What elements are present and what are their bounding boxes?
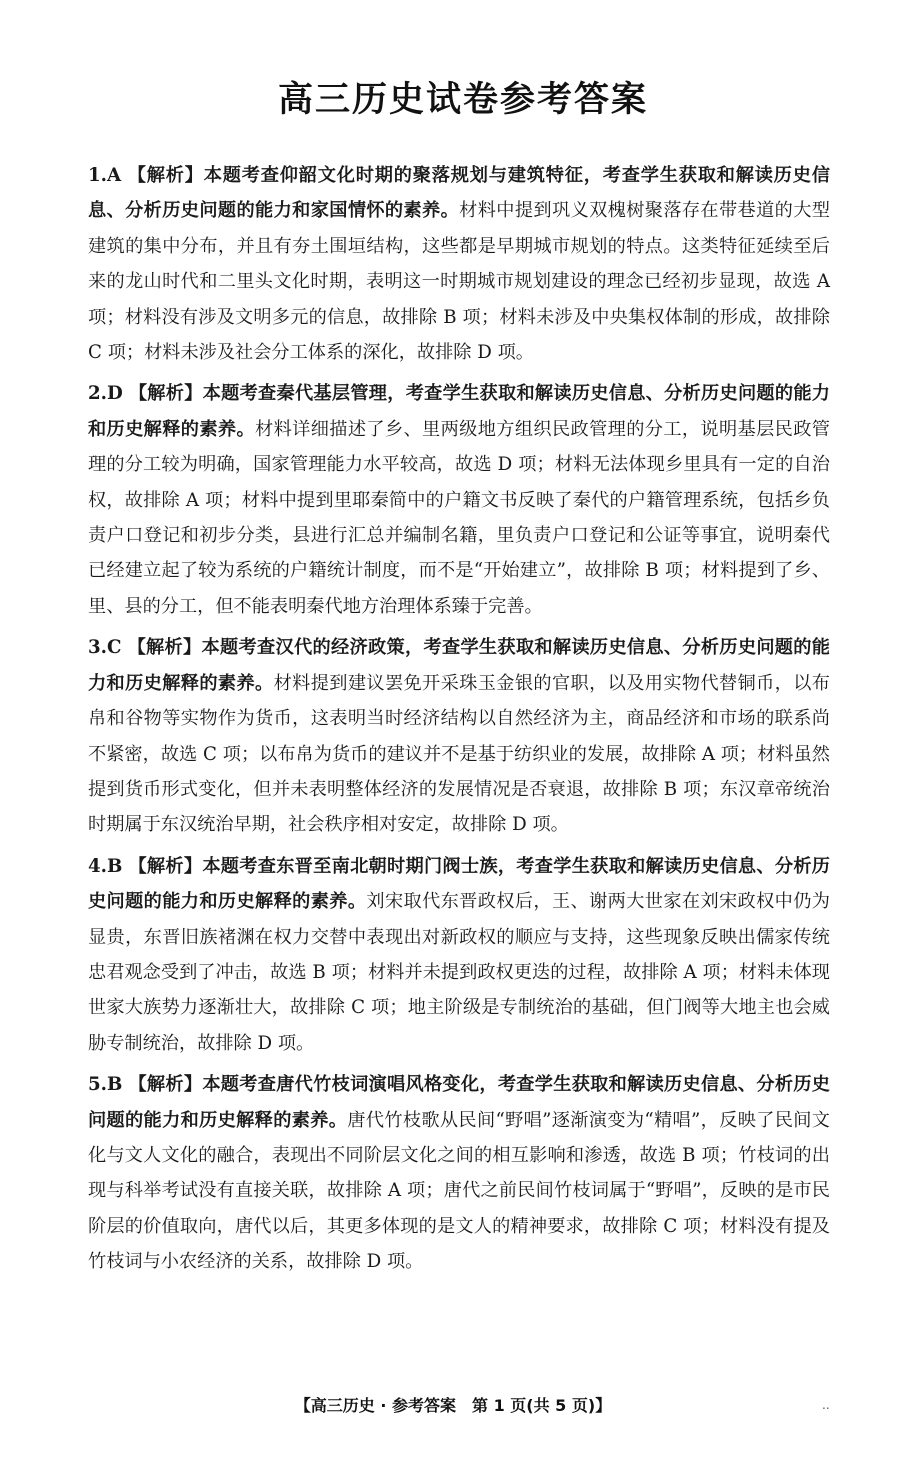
answer-list [88, 158, 830, 1280]
answer-lead: 本题考查汉代的经济政策，考查学生获取和解读历史信息、分析历史问题的能力和历史解释的素养。 [88, 637, 830, 694]
answer-lead: 本题考查秦代基层管理，考查学生获取和解读历史信息、分析历史问题的能力和历史解释的素养。 [88, 383, 830, 440]
answer-item [88, 376, 830, 624]
answer-lead: 本题考查仰韶文化时期的聚落规划与建筑特征，考查学生获取和解读历史信息、分析历史问题的能力和家国情怀的素养。 [88, 165, 830, 222]
answer-item [88, 158, 830, 370]
answer-lead: 本题考查东晋至南北朝时期门阀士族，考查学生获取和解读历史信息、分析历史问题的能力和历史解释的素养。 [88, 855, 830, 913]
answer-item [88, 1067, 830, 1279]
answer-body: 材料提到建议罢免开采珠玉金银的官职，以及用实物代替铜币，以布帛和谷物等实物作为货币，这表明当时经济结构以自然经济为主，商品经济和市场的联系尚不紧密，故选 C 项；以布帛为货币的建议并不是基于纺织业的发展，故排除 A 项；材料虽然提到货币形式变化，但并未表明整体经济的发展情况是否衰退，故排除 B 项；东汉章帝统治时期属于东汉统治早期，社会秩序相对安定，故排除 D 项。 [88, 672, 830, 836]
analysis-tag: 【解析】 [127, 637, 202, 659]
answer-body: 唐代竹枝歌从民间“野唱”逐渐演变为“精唱”，反映了民间文化与文人文化的融合，表现出不同阶层文化之间的相互影响和渗透，故选 B 项；竹枝词的出现与科举考试没有直接关联，故排除 A 项；唐代之前民间竹枝词属于“野唱”，反映的是市民阶层的价值取向，唐代以后，其更多体现的是文人的精神要求，故排除 C 项；材料没有提及竹枝词与小农经济的关系，故排除 D 项。 [88, 1109, 830, 1273]
answer-body: 刘宋取代东晋政权后，王、谢两大世家在刘宋政权中仍为显贵，东晋旧族褚渊在权力交替中表现出对新政权的顺应与支持，这些现象反映出儒家传统忠君观念受到了冲击，故选 B 项；材料并未提到政权更迭的过程，故排除 A 项；材料未体现世家大族势力逐渐壮大，故排除 C 项；地主阶级是专制统治的基础，但门阀等大地主也会威胁专制统治，故排除 D 项。 [88, 891, 830, 1054]
answer-lead: 本题考查唐代竹枝词演唱风格变化，考查学生获取和解读历史信息、分析历史问题的能力和历史解释的素养。 [88, 1074, 830, 1131]
answer-number: 5.B [88, 1074, 123, 1096]
page-footer: 【高三历史 · 参考答案 第 1 页(共 5 页)】 [294, 1396, 612, 1415]
answer-number: 3.C [88, 637, 122, 659]
corner-mark: .. [822, 1398, 830, 1412]
analysis-tag: 【解析】 [128, 383, 203, 405]
answer-number: 2.D [88, 383, 123, 405]
answer-number: 1.A [88, 165, 122, 186]
answer-body: 材料详细描述了乡、里两级地方组织民政管理的分工，说明基层民政管理的分工较为明确，国家管理能力水平较高，故选 D 项；材料无法体现乡里具有一定的自治权，故排除 A 项；材料中提到里耶秦简中的户籍文书反映了秦代的户籍管理系统，包括乡负责户口登记和初步分类，县进行汇总并编制名籍，里负责户口登记和公证等事宜，说明秦代已经建立起了较为系统的户籍统计制度，而不是“开始建立”，故排除 B 项；材料提到了乡、里、县的分工，但不能表明秦代地方治理体系臻于完善。 [88, 418, 830, 617]
analysis-tag: 【解析】 [128, 1074, 203, 1096]
page-title: 高三历史试卷参考答案 [277, 80, 648, 120]
answer-body: 材料中提到巩义双槐树聚落存在带巷道的大型建筑的集中分布，并且有夯土围垣结构，这些都是早期城市规划的特点。这类特征延续至后来的龙山时代和二里头文化时期，表明这一时期城市规划建设的理念已经初步显现，故选 A 项；材料没有涉及文明多元的信息，故排除 B 项；材料未涉及中央集权体制的形成，故排除 C 项；材料未涉及社会分工体系的深化，故排除 D 项。 [88, 200, 830, 364]
answer-item [88, 849, 830, 1061]
analysis-tag: 【解析】 [128, 855, 203, 877]
answer-item [88, 630, 830, 842]
answer-number: 4.B [88, 855, 123, 877]
analysis-tag: 【解析】 [127, 165, 204, 186]
